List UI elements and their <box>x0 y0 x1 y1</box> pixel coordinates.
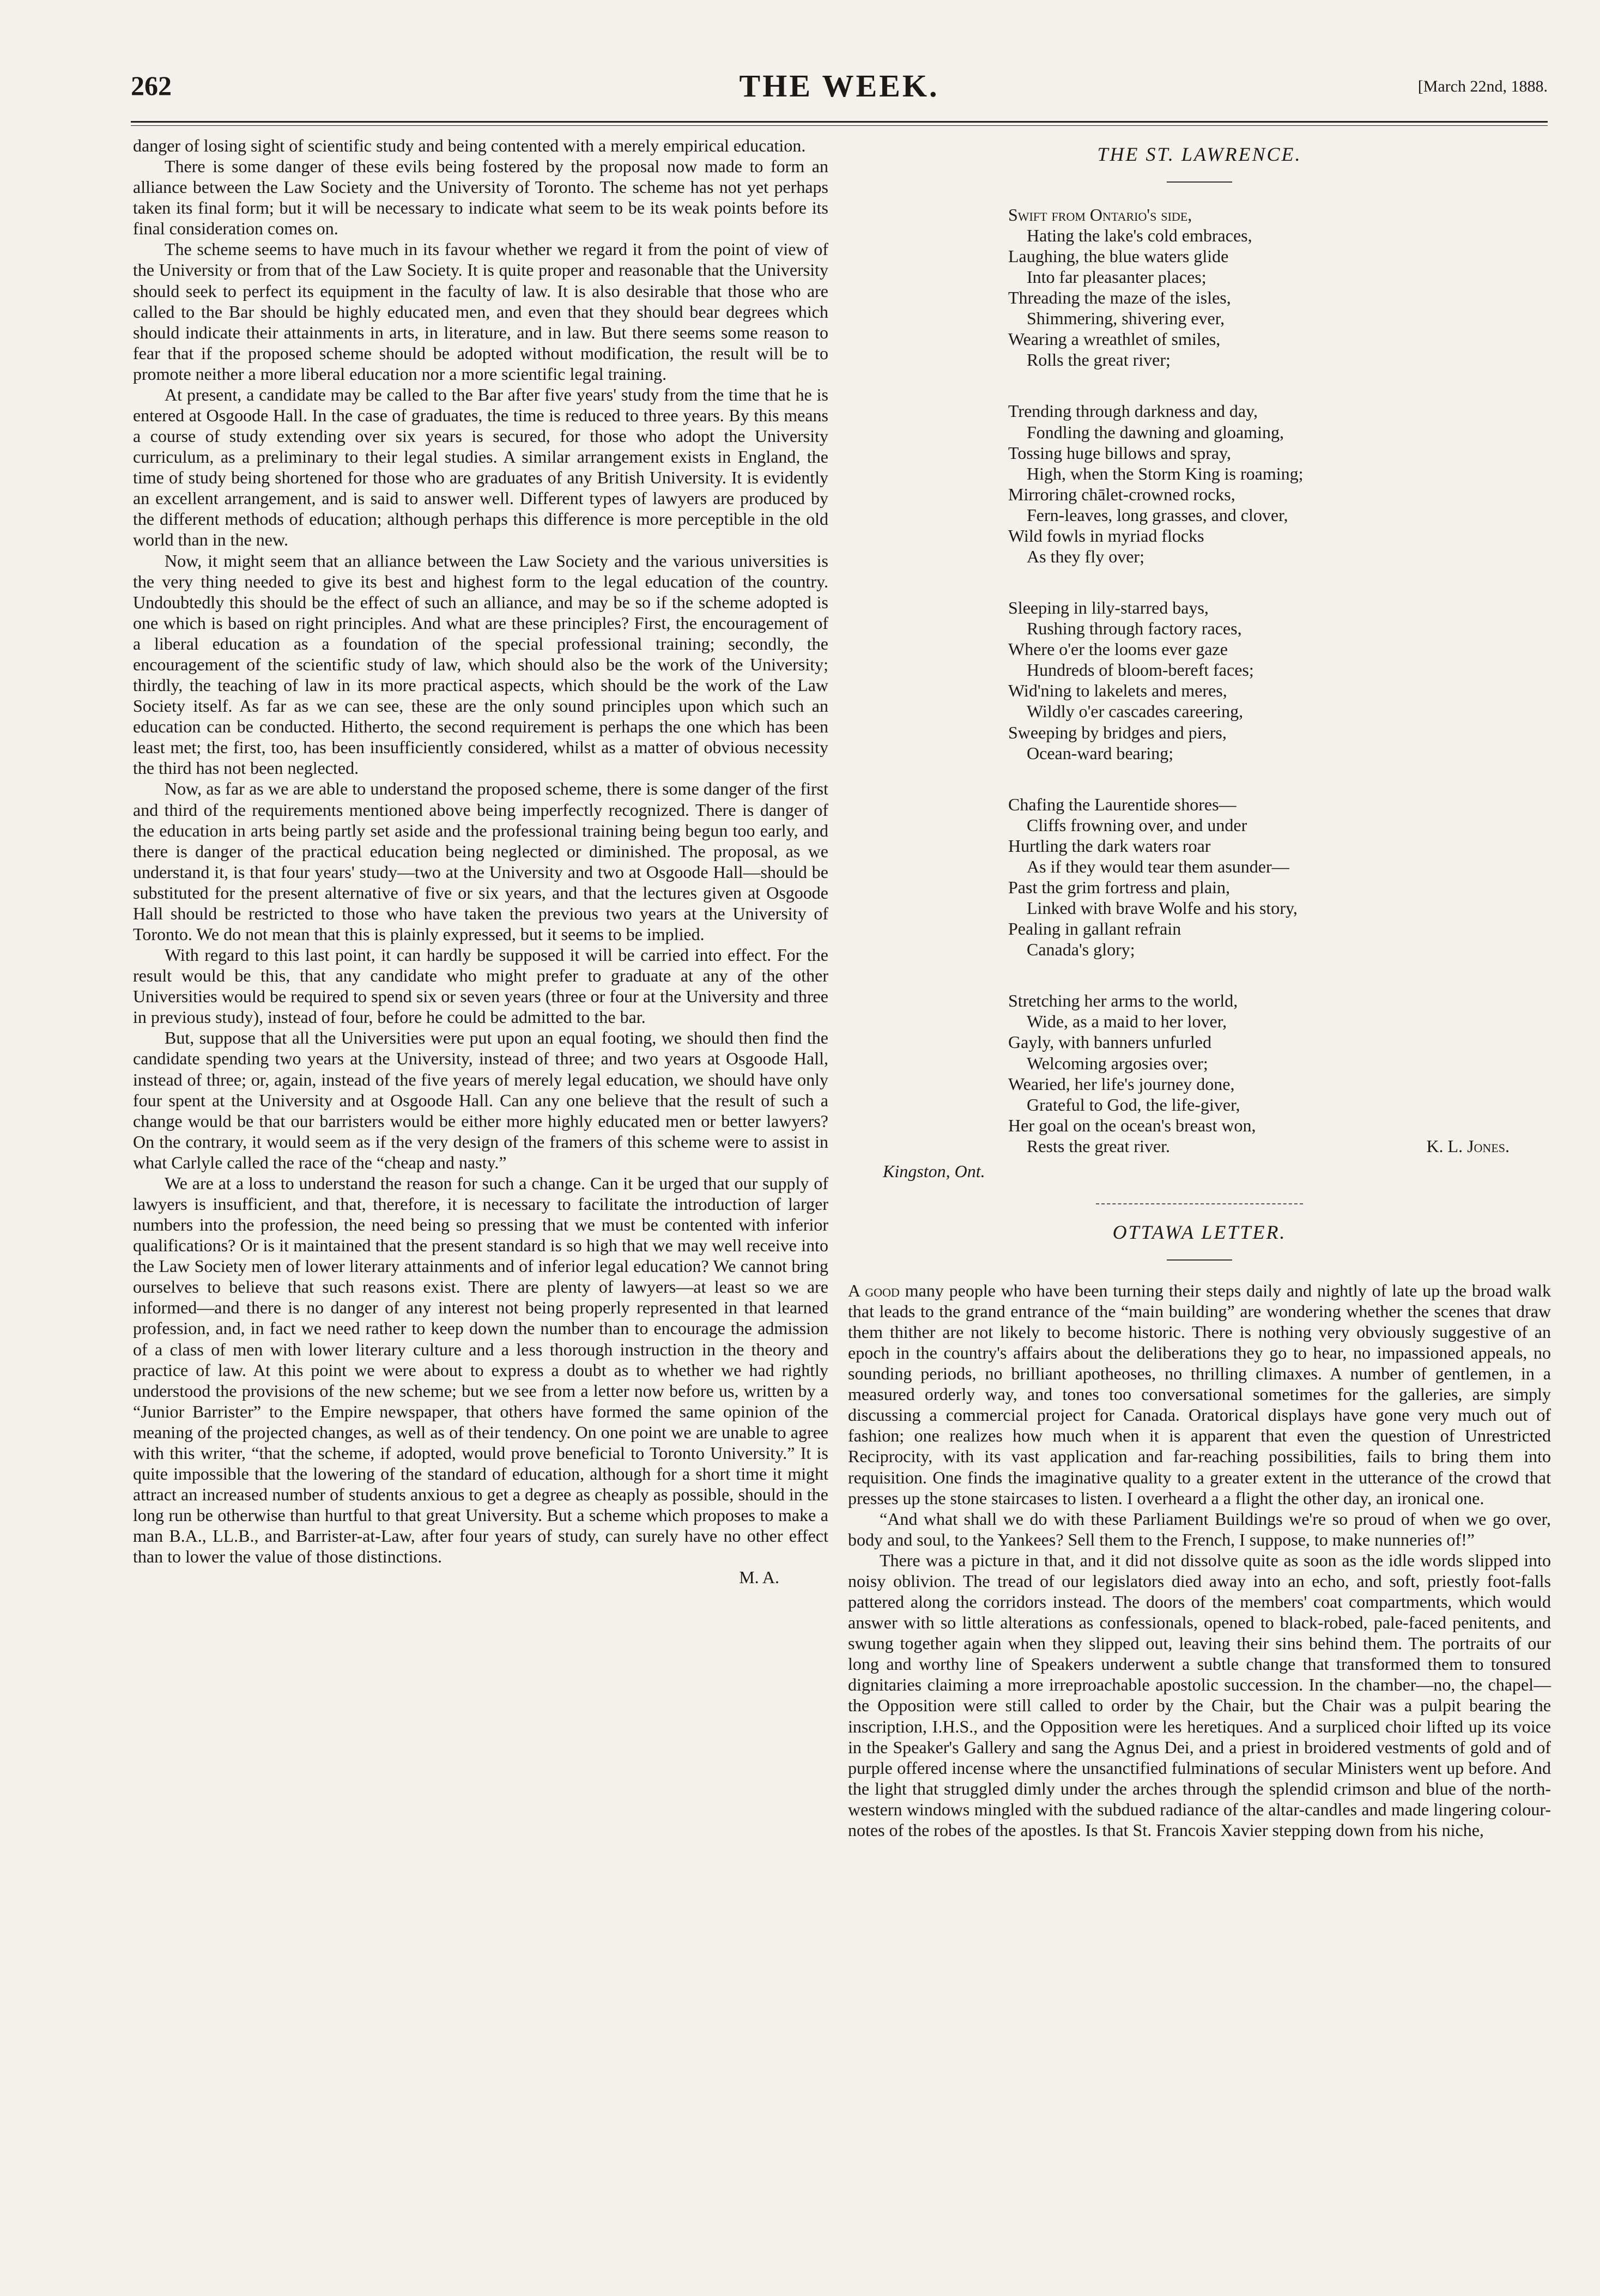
poem-line: Rolls the great river; <box>1027 350 1171 370</box>
poem-line: Hating the lake's cold embraces, <box>1027 225 1252 245</box>
poem-line: Sleeping in lily-starred bays, <box>1008 598 1209 618</box>
poem-line: Shimmering, shivering ever, <box>1027 308 1225 329</box>
poem-line: Hundreds of bloom-bereft faces; <box>1027 660 1254 680</box>
article-paragraph: The scheme seems to have much in its favour whether we regard it from the point of view of the University or from that of the Law Society. It is quite proper and reasonable that the University should seek to perfect its equipment in the faculty of law. It is also desirable that those who are called to the Bar should be highly educated men, and even that they should bear degrees which should indicate their attainments in arts, in literature, and in law. But there seems some reason to fear that if the proposed scheme should be adopted without modification, the result will be to promote neither a more liberal education nor a more scientific legal training. <box>133 239 828 384</box>
poem-stanza <box>1008 401 1551 567</box>
poem-line: Wearied, her life's journey done, <box>1008 1074 1235 1094</box>
letter-paragraph: “And what shall we do with these Parliament Buildings we're so proud of when we go over, body and soul, to the Yankees? Sell them to the French, I suppose, to make nunneries of!” <box>848 1509 1551 1549</box>
issue-date: [March 22nd, 1888. <box>1417 77 1548 95</box>
title-rule <box>1167 181 1232 183</box>
poem-line: Tossing huge billows and spray, <box>1008 443 1231 463</box>
header-rule <box>131 121 1548 123</box>
poem-line: Pealing in gallant refrain <box>1008 919 1181 939</box>
poem-line: Rushing through factory races, <box>1027 619 1242 639</box>
poem-line: Welcoming argosies over; <box>1027 1053 1208 1073</box>
poem-line: Cliffs frowning over, and under <box>1027 815 1247 835</box>
poem-line: Trending through darkness and day, <box>1008 401 1258 421</box>
poem-line: Mirroring chālet-crowned rocks, <box>1008 484 1235 504</box>
poem-body <box>1008 204 1551 1156</box>
poem-line: Rests the great river. <box>1027 1136 1171 1156</box>
poem-line: Fondling the dawning and gloaming, <box>1027 422 1284 442</box>
letter-paragraph: There was a picture in that, and it did not dissolve quite as soon as the idle words slipped into noisy oblivion. The tread of our legislators died away into an echo, and soft, priestly foot-falls pattered along the corridors instead. The doors of the members' coat compartments, which would answer with so little alterations as confessionals, opened to black-robed, pale-faced penitents, and swung together again when they slipped out, leaving their sins behind them. The portraits of our long and worthy line of Speakers underwent a subtle change that transformed them to tonsured dignitaries claiming a more irreproachable apostolic succession. In the chamber—no, the chapel—the Opposition were still called to order by the Chair, but the Chair was a pulpit bearing the inscription, I.H.S., and the Opposition were les heretiques. And a surpliced choir lifted up its voice in the Speaker's Gallery and sang the Agnus Dei, and a priest in broidered vestments of gold and of purple offered incense where the unsanctified fulminations of secular Ministers went up before. And the light that struggled dimly under the arches through the splendid crimson and blue of the north-western windows mingled with the subdued radiance of the altar-candles and made lingering colour-notes of the robes of the apostles. Is that St. Francois Xavier stepping down from his niche, <box>848 1550 1551 1840</box>
poem-line: As if they would tear them asunder— <box>1027 856 1289 876</box>
poem-stanza <box>1008 597 1551 764</box>
poem-line: Her goal on the ocean's breast won, <box>1008 1115 1256 1135</box>
letter-lead: A good <box>848 1280 900 1300</box>
poem-line: Into far pleasanter places; <box>1027 267 1207 287</box>
article-signature: M. A. <box>739 1567 779 1588</box>
poem-line: Sweeping by bridges and piers, <box>1008 722 1227 742</box>
poem-line: Stretching her arms to the world, <box>1008 991 1238 1011</box>
page-number: 262 <box>131 70 172 101</box>
poem-line: Canada's glory; <box>1027 940 1135 960</box>
publication-title: THE WEEK. <box>739 68 940 104</box>
poem-line: Linked with brave Wolfe and his story, <box>1027 898 1298 918</box>
poem-line: As they fly over; <box>1027 547 1144 566</box>
article-paragraph: At present, a candidate may be called to the Bar after five years' study from the time that he is entered at Osgoode Hall. In the case of graduates, the time is reduced to three years. By this means a course of study extending over six years is secured, for those who adopt the University curriculum, as a preliminary to their legal studies. A similar arrangement exists in England, the time of study being shortened for those who are graduates of any British University. It is evidently an excellent arrangement, and is said to answer well. Different types of lawyers are produced by the different methods of education; although perhaps this difference is more perceptible in the old world than in the new. <box>133 384 828 550</box>
article-paragraph: Now, it might seem that an alliance between the Law Society and the various universities is the very thing needed to give its best and highest form to the legal education of the country. Undoubtedly this should be the effect of such an alliance, and may be so if the scheme adopted is one which is based on right principles. And what are these principles? First, the encouragement of a liberal education as a foundation of the special professional training; secondly, the encouragement of the scientific study of law, which should also be the work of the University; thirdly, the teaching of law in its more practical aspects, which should be the work of the Law Society itself. As far as we can see, these are the only sound principles upon which such an education can be conducted. Hitherto, the second requirement is perhaps the one which has been least met; the first, too, has been insufficiently considered, whilst as a matter of obvious necessity the third has not been neglected. <box>133 550 828 778</box>
page-header <box>131 70 1548 124</box>
poem-line: Fern-leaves, long grasses, and clover, <box>1027 505 1288 525</box>
poem-line <box>1008 204 1551 225</box>
article-paragraph: We are at a loss to understand the reason for such a change. Can it be urged that our supply of lawyers is insufficient, and that, therefore, it is necessary to facilitate the introduction of larger numbers into the profession, the need being so pressing that we must be contented with inferior qualifications? Or is it maintained that the present standard is so high that we may well receive into the Law Society men of lower literary attainments and of inferior legal education? We cannot bring ourselves to believe that such reasons exist. There are plenty of lawyers—at least so we are informed—and there is no danger of any interest not being properly represented in that learned profession, and, in fact we need rather to keep down the number than to encourage the admission of a class of men with lower literary culture and a less thorough instruction in the theory and practice of law. At this point we were about to express a doubt as to whether we had rightly understood the provisions of the new scheme; but we see from a letter now before us, written by a “Junior Barrister” to the Empire newspaper, that others have formed the same opinion of the meaning of the projected changes, as well as of their tendency. On one point we are unable to agree with this writer, “that the scheme, if adopted, would prove beneficial to Toronto University.” It is quite impossible that the lowering of the standard of education, although for a short time it might attract an increased number of students anxious to get a degree as cheaply as possible, should in the long run be otherwise than hurtful to that great University. But a scheme which proposes to make a man B.A., LL.B., and Barrister-at-Law, after four years of study, can surely have no other effect than to lower the value of those distinctions. <box>133 1173 828 1567</box>
section-divider <box>1096 1203 1303 1204</box>
article-paragraph: There is some danger of these evils being fostered by the proposal now made to form an alliance between the Law Society and the University of Toronto. The scheme has not yet perhaps taken its final form; but it will be necessary to indicate what seem to be its weak points before its final consideration comes on. <box>133 156 828 239</box>
right-column <box>848 126 1551 1840</box>
article-paragraph: danger of losing sight of scientific study and being contented with a merely empirical education. <box>133 136 806 155</box>
poem-place: Kingston, Ont. <box>883 1161 985 1181</box>
ottawa-letter-body <box>848 1280 1551 1840</box>
title-rule <box>1167 1259 1232 1261</box>
poem-line: Wid'ning to lakelets and meres, <box>1008 681 1227 701</box>
poem-stanza <box>1008 794 1551 960</box>
poem-stanza <box>1008 990 1551 1156</box>
poem-line: Past the grim fortress and plain, <box>1008 877 1231 898</box>
ottawa-letter-title: OTTAWA LETTER. <box>1112 1221 1287 1244</box>
poem-line: Laughing, the blue waters glide <box>1008 246 1229 266</box>
poem-line: Hurtling the dark waters roar <box>1008 835 1211 856</box>
article-paragraph: Now, as far as we are able to understand the proposed scheme, there is some danger of the first and third of the requirements mentioned above being imperfectly recognized. There is danger of the education in arts being partly set aside and the professional training being begun too early, and there is danger of the practical education being neglected or diminished. The proposal, as we understand it, is that four years' study—two at the University and two at Osgoode Hall—should be substituted for the present alternative of five or six years, and that the lectures given at Osgoode Hall should be restricted to those who have taken the previous two years at the University of Toronto. We do not mean that this is plainly expressed, but it seems to be implied. <box>133 779 828 944</box>
poem-line: Ocean-ward bearing; <box>1027 743 1174 763</box>
article-paragraph: With regard to this last point, it can hardly be supposed it will be carried into effect. For the result would be this, that any candidate who might prefer to graduate at any of the other Universities would be required to spend six or seven years (three or four at the University and three in previous study), instead of four, before he could be admitted to the bar. <box>133 945 828 1027</box>
poem-line: Wildly o'er cascades careering, <box>1027 701 1244 722</box>
poem-line: Wild fowls in myriad flocks <box>1008 525 1204 546</box>
poem-line: High, when the Storm King is roaming; <box>1027 463 1304 483</box>
poem-line: Gayly, with banners unfurled <box>1008 1032 1211 1052</box>
letter-paragraph-text: many people who have been turning their steps daily and nightly of late up the broad walk that leads to the grand entrance of the “main building” are wondering whether the scenes that draw them thither are not likely to become historic. There is nothing very obviously suggestive of an epoch in the country's affairs about the deliberations they go to hear, no impassioned appeals, no sounding periods, no brilliant apotheoses, no thrilling climaxes. A number of gentlemen, in a measured orderly way, and tones too conversational sometimes for the galleries, are simply discussing a commercial project for Canada. Oratorical displays have gone very much out of fashion; one realizes how much when it is apparent that even the question of Unrestricted Reciprocity, with its vast application and far-reaching possibilities, fails to bring them into requisition. One finds the imaginative quality to a greater extent in the utterance of the crowd that presses up the stone staircases to listen. I overheard a a flight the other day, an ironical one. <box>848 1280 1551 1508</box>
left-column-article <box>133 135 828 1588</box>
poem-line <box>1008 1136 1551 1156</box>
poem-line: Wearing a wreathlet of smiles, <box>1008 329 1221 349</box>
poem-author: K. L. Jones. <box>1426 1136 1510 1156</box>
poem-line: Swift from Ontario's side, <box>1008 204 1192 225</box>
letter-paragraph <box>848 1280 1551 1509</box>
poem-line: Chafing the Laurentide shores— <box>1008 794 1237 814</box>
poem-line: Grateful to God, the life-giver, <box>1027 1094 1240 1114</box>
poem-line: Where o'er the looms ever gaze <box>1008 639 1228 659</box>
article-paragraph: But, suppose that all the Universities were put upon an equal footing, we should then find the candidate spending two years at the University, instead of three; and two years at Osgoode Hall, instead of three; or, again, instead of the five years of merely legal education, we should have only four spent at the University and at Osgoode Hall. Can any one believe that the result of such a change would be that our barristers would be either more highly educated men or better lawyers? On the contrary, it would seem as if the very design of the framers of this scheme were to assist in what Carlyle called the race of the “cheap and nasty.” <box>133 1028 828 1172</box>
poem-title: THE ST. LAWRENCE. <box>1097 143 1302 165</box>
poem-line: Wide, as a maid to her lover, <box>1027 1011 1227 1032</box>
poem-line: Threading the maze of the isles, <box>1008 288 1231 308</box>
header-rule-thin <box>131 125 1548 126</box>
poem-stanza <box>1008 204 1551 371</box>
